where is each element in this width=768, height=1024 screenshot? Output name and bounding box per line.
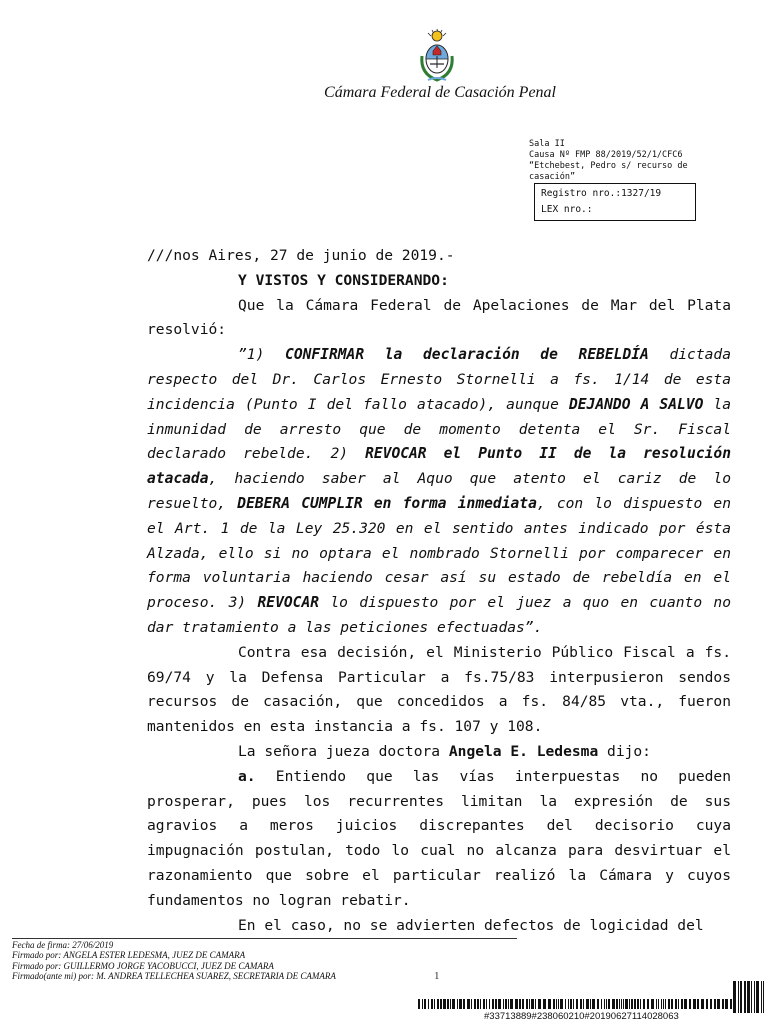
lex-number: LEX nro.: — [541, 204, 593, 215]
case-info — [529, 139, 709, 183]
registro-box — [534, 183, 696, 221]
quoted-resolution — [147, 343, 731, 641]
signature-line: Firmado por: ANGELA ESTER LEDESMA, JUEZ DE CAMARA — [12, 950, 246, 961]
case-caption: “Etchebest, Pedro s/ recurso de casación” — [529, 161, 688, 182]
causa-number: Causa Nº FMP 88/2019/52/1/CFC6 — [529, 150, 683, 160]
quote-text: la inmunidad de arresto que de momento detenta el Sr. Fiscal declarado rebelde. 2) — [147, 395, 732, 463]
paragraph-a-text: Entiendo que las vías interpuestas no pueden prosperar, pues los recurrentes limitan la expresión de sus agravios a meros juicios discrepantes del decisorio cuya impugnación postulan, todo lo cual no alcanza para desvirtuar el razonamiento que sobre el particular realizó la Cámara y cuyos fundamentos no logran rebatir. — [147, 767, 731, 909]
barcode-number: #33713889#238060210#20190627114028063 — [484, 1011, 679, 1022]
signature-block — [12, 940, 532, 982]
paragraph-appeals: Contra esa decisión, el Ministerio Público Fiscal a fs. 69/74 y la Defensa Particular a fs.75/83 interpusieron sendos recursos de casación, que concedidos a fs. 84/85 vta., fueron mantenidos en esta instancia a fs. 107 y 108. — [147, 643, 731, 736]
date-line: ///nos Aires, 27 de junio de 2019.- — [147, 247, 455, 264]
paragraph-intro: Que la Cámara Federal de Apelaciones de Mar del Plata resolvió: — [147, 296, 731, 339]
coat-of-arms-icon — [414, 26, 460, 84]
paragraph-judge — [147, 740, 731, 765]
sala-label: Sala II — [529, 139, 565, 149]
court-name: Cámara Federal de Casación Penal — [324, 84, 556, 101]
quote-bold: CONFIRMAR la declaración de REBELDÍA — [285, 346, 649, 364]
paragraph-a — [147, 765, 731, 914]
paragraph-continuation: En el caso, no se advierten defectos de logicidad del — [238, 916, 704, 934]
registro-number: Registro nro.:1327/19 — [541, 188, 662, 199]
signature-line: Firmado por: GUILLERMO JORGE YACOBUCCI, JUEZ DE CAMARA — [12, 960, 274, 971]
quote-text: , haciendo saber al Aquo que atento el cariz de lo resuelto, — [147, 470, 731, 512]
quote-text: ”1) — [238, 346, 286, 364]
section-heading: Y VISTOS Y CONSIDERANDO: — [238, 271, 449, 289]
signature-date: Fecha de firma: 27/06/2019 — [12, 940, 114, 950]
quote-text: , con lo dispuesto en el Art. 1 de la Ley 25.320 en el sentido antes indicado por ésta Alzada, ello si no optara el nombrado Stornelli por comparecer en forma voluntaria haciendo cesar así su estado de rebeldía en el proceso. 3) — [147, 494, 731, 612]
footer-divider — [12, 938, 517, 939]
quote-bold: DEBERA CUMPLIR en forma inmediata — [237, 494, 537, 512]
quote-text: dictada respecto del Dr. Carlos Ernesto Stornelli a fs. 1/14 de esta incidencia (Punto I del fallo atacado), aunque — [147, 346, 731, 413]
page-number: 1 — [434, 970, 440, 982]
item-label: a. — [238, 767, 256, 785]
barcode-icon — [418, 981, 764, 1013]
document-body — [147, 244, 731, 938]
quote-bold: REVOCAR — [257, 594, 320, 612]
judge-intro: La señora jueza doctora — [238, 742, 449, 760]
judge-name: Angela E. Ledesma — [448, 742, 599, 760]
signature-line: Firmado(ante mi) por: M. ANDREA TELLECHEA SUAREZ, SECRETARIA DE CAMARA — [12, 971, 336, 982]
quote-text: lo dispuesto por el juez a quo en cuanto no dar tratamiento a las peticiones efectuadas”. — [147, 594, 732, 636]
quote-bold: REVOCAR el Punto II de la resolución atacada — [147, 445, 731, 488]
judge-said: dijo: — [598, 742, 651, 760]
quote-bold: DEJANDO A SALVO — [568, 395, 704, 413]
